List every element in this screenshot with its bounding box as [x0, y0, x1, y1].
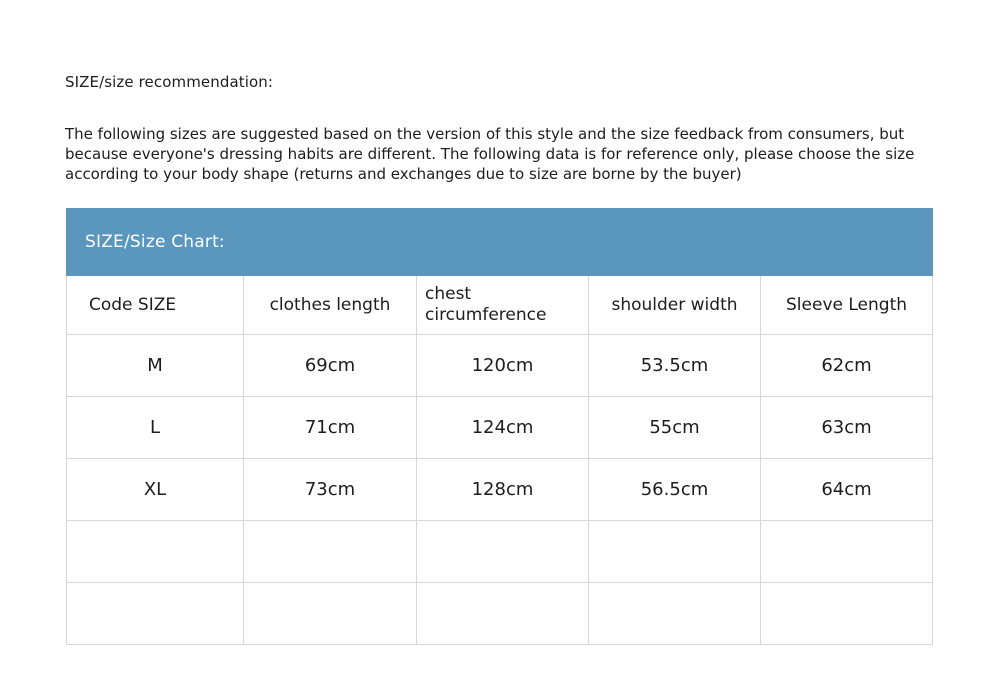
size-chart-title-cell: [67, 209, 933, 276]
table-row: [67, 335, 933, 397]
cell-shoulder-width: [589, 521, 761, 583]
cell-chest-circumference: 128cm: [417, 459, 589, 521]
column-header-shoulder-width: shoulder width: [589, 276, 761, 335]
cell-sleeve-length: 64cm: [761, 459, 933, 521]
cell-chest-circumference: 124cm: [417, 397, 589, 459]
cell-size: M: [67, 335, 244, 397]
table-row-empty: [67, 521, 933, 583]
cell-size: [67, 583, 244, 645]
column-header-code-size: Code SIZE: [67, 276, 244, 335]
cell-shoulder-width: 56.5cm: [589, 459, 761, 521]
page-title: SIZE/size recommendation:: [65, 73, 274, 91]
table-row-empty: [67, 583, 933, 645]
intro-paragraph: The following sizes are suggested based on the version of this style and the size feedback from consumers, but because everyone's dressing habits are different. The following data is for reference only, please choose the size according to your body shape (returns and exchanges due to size are borne by the buyer): [65, 125, 915, 183]
intro-text-block: [65, 124, 937, 184]
table-row: [67, 459, 933, 521]
cell-size: XL: [67, 459, 244, 521]
cell-clothes-length: 71cm: [244, 397, 417, 459]
table-title-row: [67, 209, 933, 276]
cell-clothes-length: 69cm: [244, 335, 417, 397]
cell-shoulder-width: 55cm: [589, 397, 761, 459]
cell-clothes-length: 73cm: [244, 459, 417, 521]
cell-shoulder-width: 53.5cm: [589, 335, 761, 397]
size-table: [66, 208, 933, 645]
size-chart-title: SIZE/Size Chart:: [85, 232, 225, 252]
table-header-row: [67, 276, 933, 335]
cell-size: [67, 521, 244, 583]
cell-sleeve-length: [761, 583, 933, 645]
cell-sleeve-length: 63cm: [761, 397, 933, 459]
size-table-container: [66, 208, 932, 645]
cell-chest-circumference: [417, 583, 589, 645]
cell-sleeve-length: 62cm: [761, 335, 933, 397]
column-header-chest-circumference: chest circumference: [417, 276, 589, 335]
cell-shoulder-width: [589, 583, 761, 645]
cell-clothes-length: [244, 583, 417, 645]
table-row: [67, 397, 933, 459]
cell-chest-circumference: [417, 521, 589, 583]
cell-size: L: [67, 397, 244, 459]
cell-sleeve-length: [761, 521, 933, 583]
cell-clothes-length: [244, 521, 417, 583]
column-header-sleeve-length: Sleeve Length: [761, 276, 933, 335]
column-header-clothes-length: clothes length: [244, 276, 417, 335]
cell-chest-circumference: 120cm: [417, 335, 589, 397]
